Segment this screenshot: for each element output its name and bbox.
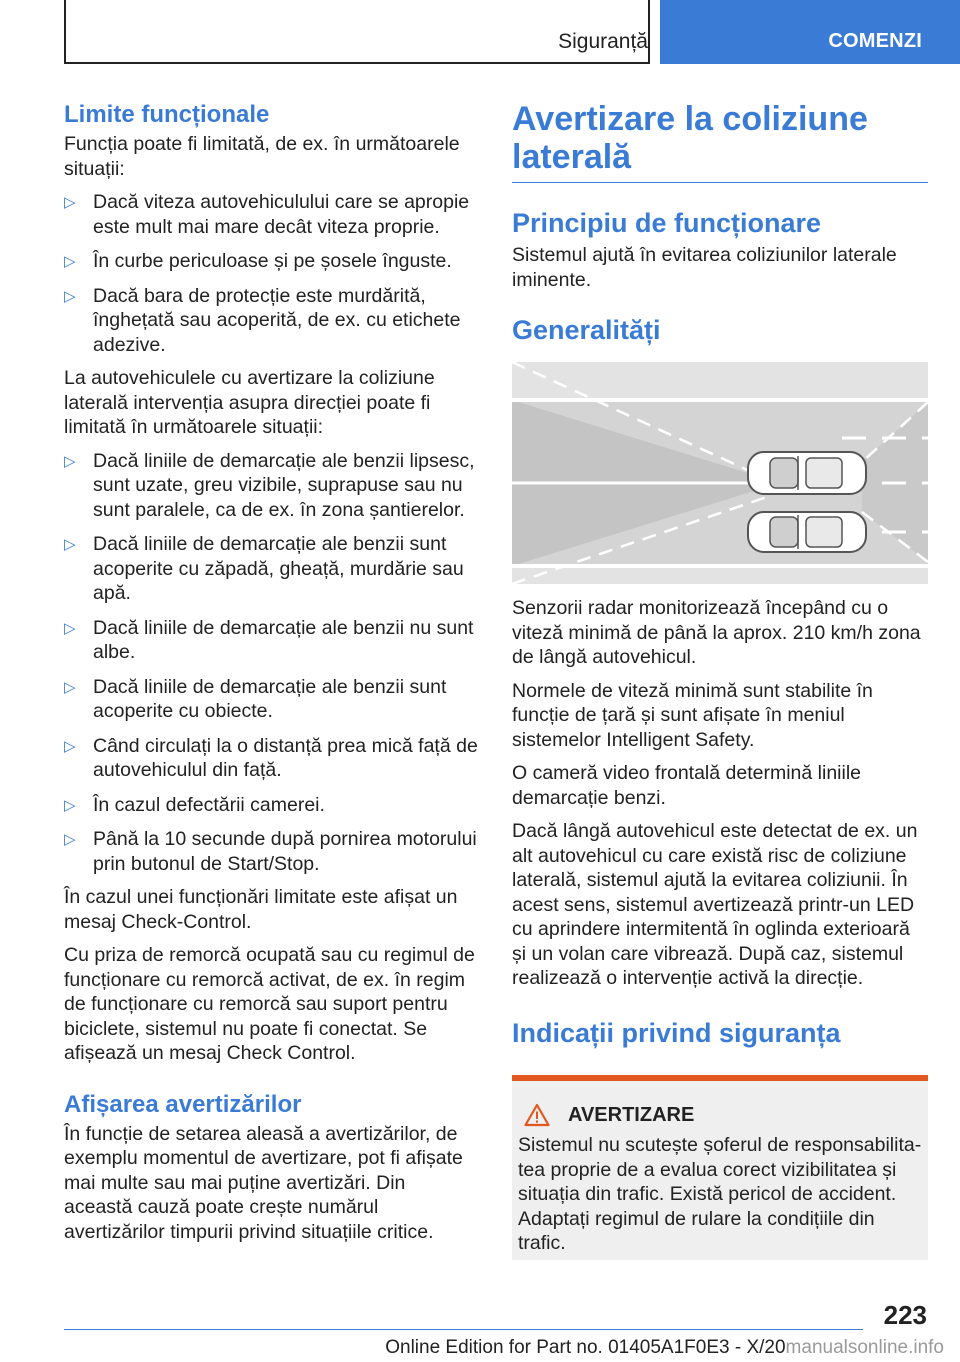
list-item: ▷ Până la 10 secunde după pornirea motorului prin butonul de Start/Stop. (64, 828, 477, 875)
footer-watermark: manualsonline.info (785, 1337, 944, 1358)
limits-intro: Funcția poate fi limitată, de ex. în următoarele situații: (64, 133, 460, 180)
footer-edition-label: Online Edition for Part no. 01405A1F0E3 - X/20 (385, 1337, 786, 1358)
trailer-text: Cu priza de remorcă ocupată sau cu regimul de funcționare cu remorcă activat, de ex. în regim de funcționare cu remorcă sau suport pentru biciclete, sistemul nu poate fi conectat. Se afișează un mesaj Check Control. (64, 944, 475, 1064)
bullet-triangle-icon: ▷ (64, 452, 76, 470)
list-item: ▷ Dacă liniile de demarcație ale benzii lipsesc, sunt uzate, greu vizibile, suprapuse sau nu sunt paralele, ca de ex. în zona șantierelor. (64, 449, 475, 521)
page-title: Avertizare la coliziune laterală (512, 100, 928, 183)
footer-rule (64, 1329, 863, 1330)
list-item: ▷ Dacă liniile de demarcație ale benzii nu sunt albe. (64, 616, 474, 663)
header-section-title: Siguranță (558, 30, 648, 53)
list-item: ▷ Când circulați la o distanță prea mică față de autovehiculul din față. (64, 734, 478, 781)
bullet-triangle-icon: ▷ (64, 194, 76, 211)
list-item: ▷ În cazul defectării camerei. (64, 793, 478, 818)
warning-text: Sistemul nu scutește șoferul de responsabilitatea proprie de a evalua corect vizibilitatea și situația din trafic. Există pericol de accident. Adaptați regimul de rulare la condițiile din trafic. (518, 1134, 922, 1254)
list-item: ▷ În curbe periculoase și pe șosele înguste. (64, 249, 478, 274)
bullet-triangle-icon: ▷ (64, 536, 76, 553)
bullet-triangle-icon: ▷ (64, 796, 76, 814)
footer-edition (385, 1337, 944, 1359)
bullet-triangle-icon: ▷ (64, 737, 76, 755)
right-column (512, 100, 928, 1260)
steering-intro: La autovehiculele cu avertizare la coliziune laterală intervenția asupra direcției poate fi limitată în următoarele situații: (64, 367, 435, 438)
car-bottom (748, 512, 866, 552)
bullet-triangle-icon: ▷ (64, 287, 76, 305)
left-column (64, 100, 478, 1253)
warning-title-label: AVERTIZARE (568, 1103, 695, 1126)
bullet-triangle-icon: ▷ (64, 831, 76, 848)
warning-triangle-icon (524, 1103, 550, 1127)
limits-heading: Limite funcționale (64, 101, 270, 128)
list-item: ▷ Dacă viteza autovehiculului care se apropie este mult mai mare decât viteza proprie. (64, 191, 470, 238)
display-text: În funcție de setarea aleasă a avertizărilor, de exemplu momentul de avertizare, pot fi afișate mai multe sau mai puține avertizări. Din această cauză poate crește numărul avertizărilor timpurii privind situațiile critice. (64, 1122, 463, 1243)
general-paragraph: Senzorii radar monitorizează începând cu o viteză minimă de până la aprox. 210 km/h zona de lângă autovehicul. (512, 597, 921, 668)
safety-heading: Indicații privind siguranța (512, 1017, 841, 1048)
header-tab-label: COMENZI (828, 30, 922, 52)
check-control-text: În cazul unei funcționări limitate este afișat un mesaj Check-Control. (64, 886, 458, 933)
general-paragraph: Dacă lângă autovehicul este detectat de ex. un alt autovehicul cu care există risc de coliziune laterală, sistemul ajută la evitarea coliziunii. În acest sens, sistemul avertizează printr-un LED cu aprindere intermitentă în oglinda exterioară și un volan care vibrează. După caz, sistemul realizează o intervenție activă la direcție. (512, 820, 918, 989)
list-item: ▷ Dacă liniile de demarcație ale benzii sunt acoperite cu zăpadă, gheață, murdărie sau apă. (64, 533, 464, 604)
page-number: 223 (883, 1300, 927, 1330)
car-top (748, 452, 866, 494)
general-paragraph: Normele de viteză minimă sunt stabilite în funcție de țară și sunt afișate în meniul sistemelor Intelligent Safety. (512, 679, 873, 751)
principle-text: Sistemul ajută în evitarea coliziunilor laterale iminente. (512, 244, 897, 291)
list-item: ▷ Dacă liniile de demarcație ale benzii sunt acoperite cu obiecte. (64, 675, 447, 722)
radar-diagram (512, 362, 928, 584)
bullet-triangle-icon: ▷ (64, 619, 76, 637)
header-tab-comenzi[interactable] (660, 0, 960, 64)
bullet-triangle-icon: ▷ (64, 253, 76, 270)
principle-heading: Principiu de funcționare (512, 208, 822, 238)
limits-list (64, 190, 478, 357)
steering-list (64, 449, 478, 877)
lane-illustration (512, 362, 928, 584)
display-heading: Afișarea avertizărilor (64, 1090, 302, 1118)
list-item: ▷ Dacă bara de protecție este murdărită, înghețată sau acoperită, de ex. cu etichete adezive. (64, 284, 461, 356)
general-heading: Generalități (512, 315, 661, 345)
warning-box (512, 1075, 928, 1260)
bullet-triangle-icon: ▷ (64, 678, 76, 696)
warning-title (518, 1103, 922, 1128)
general-paragraph: O cameră video frontală determină liniile demarcație benzi. (512, 762, 862, 809)
